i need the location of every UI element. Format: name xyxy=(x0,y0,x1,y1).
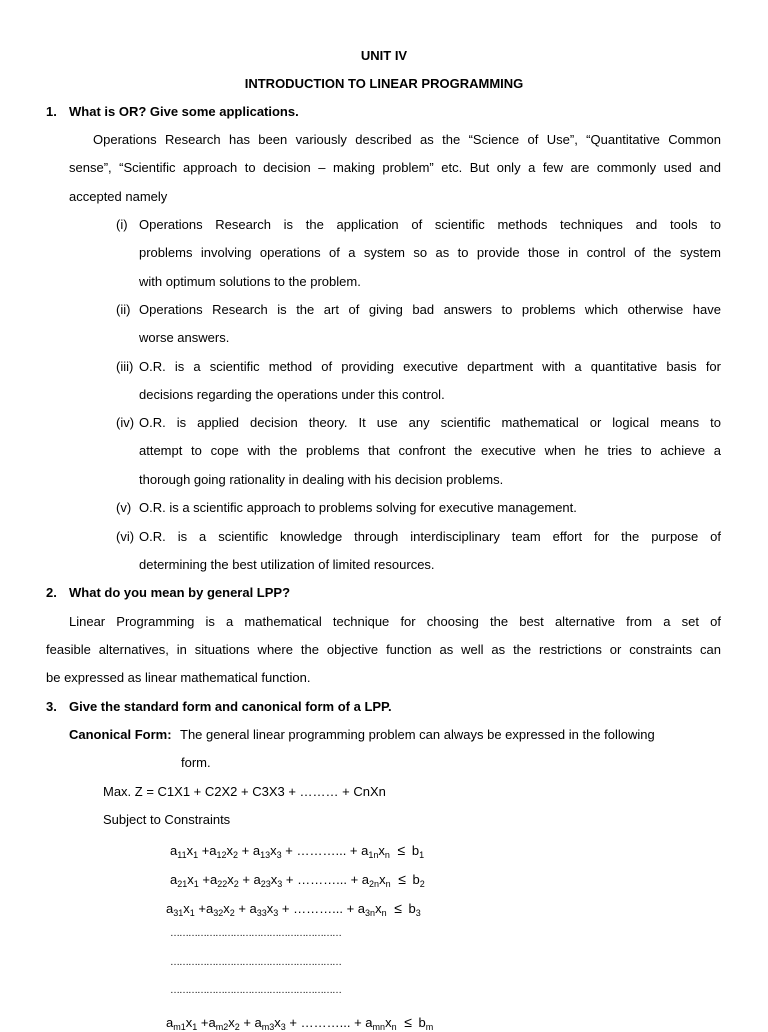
canonical-form-label: Canonical Form: xyxy=(69,727,172,742)
list-item-line: with optimum solutions to the problem. xyxy=(139,274,361,289)
list-item-line: O.R. is a scientific knowledge through interdisciplinary team effort for the purpose of xyxy=(139,529,721,544)
dotted-line: ………………………………………………… xyxy=(170,985,341,996)
canonical-form-text-2: form. xyxy=(181,755,211,770)
page-title: INTRODUCTION TO LINEAR PROGRAMMING xyxy=(244,76,524,91)
q1-intro-line-2: sense”, “Scientific approach to decision – making problem” etc. But only a few are commonly used and xyxy=(69,160,721,175)
list-item-line: problems involving operations of a system so as to provide those in control of the system xyxy=(139,245,721,260)
list-item-label: (iii) xyxy=(116,359,134,374)
list-item-label: (ii) xyxy=(116,302,131,317)
constraint-3: $a_{31}x_1 +a_{32}x_2 + a_{33}x_3$ + ………... + $a_{3n}x_n \le b_3$ xyxy=(166,900,421,918)
ellipsis: ……….. xyxy=(296,843,343,858)
q1-intro-line-3: accepted namely xyxy=(69,189,168,204)
question-1-number: 1. xyxy=(46,104,57,119)
leq-sign: ≤ xyxy=(394,900,402,916)
question-3-heading: Give the standard form and canonical form of a LPP. xyxy=(69,699,392,714)
canonical-form-text: The general linear programming problem can always be expressed in the following xyxy=(180,727,655,742)
list-item-line: Operations Research is the art of giving bad answers to problems which otherwise have xyxy=(139,302,721,317)
q1-intro-line-1: Operations Research has been variously described as the “Science of Use”, “Quantitative Common xyxy=(93,132,721,147)
list-item-line: determining the best utilization of limited resources. xyxy=(139,557,435,572)
leq-sign: ≤ xyxy=(398,871,406,887)
list-item-line: O.R. is a scientific method of providing executive department with a quantitative basis for xyxy=(139,359,721,374)
list-item-line: attempt to cope with the problems that confront the executive when he tries to achieve a xyxy=(139,443,721,458)
list-item-line: thorough going rationality in dealing with his decision problems. xyxy=(139,472,504,487)
list-item-line: worse answers. xyxy=(139,330,230,345)
unit-heading: UNIT IV xyxy=(360,48,408,63)
list-item-line: decisions regarding the operations under this control. xyxy=(139,387,445,402)
constraint-m-cutoff: $a_{m1}x_1 +a_{m2}x_2 + a_{m3}x_3$ + ………... + $a_{mn}x_n \le b_m$ xyxy=(166,1014,434,1032)
leq-sign: ≤ xyxy=(404,1014,412,1030)
constraint-2: $a_{21}x_1 +a_{22}x_2 + a_{23}x_3$ + ………... + $a_{2n}x_n \le b_2$ xyxy=(170,871,425,889)
dotted-line: ………………………………………………… xyxy=(170,928,341,939)
question-2-number: 2. xyxy=(46,585,57,600)
question-2-heading: What do you mean by general LPP? xyxy=(69,585,291,600)
q2-line-3: be expressed as linear mathematical function. xyxy=(46,670,311,685)
objective-function: Max. Z = C1X1 + C2X2 + C3X3 + ……… + CnXn xyxy=(103,784,386,799)
question-1-heading: What is OR? Give some applications. xyxy=(69,104,299,119)
ellipsis: ……….. xyxy=(300,1015,347,1030)
ellipsis: ……….. xyxy=(293,901,340,916)
constraint-1: $a_{11}x_1 +a_{12}x_2 + a_{13}x_3$ + ………... + $a_{1n}x_n \le b_1$ xyxy=(170,842,425,860)
subject-to-label: Subject to Constraints xyxy=(103,812,231,827)
list-item-line: Operations Research is the application of scientific methods techniques and tools to xyxy=(139,217,721,232)
leq-sign: ≤ xyxy=(397,842,406,858)
dotted-line: ………………………………………………… xyxy=(170,957,341,968)
list-item-label: (v) xyxy=(116,500,132,515)
list-item-label: (iv) xyxy=(116,415,135,430)
list-item-line: O.R. is a scientific approach to problems solving for executive management. xyxy=(139,500,577,515)
ellipsis: ……….. xyxy=(297,872,344,887)
list-item-label: (i) xyxy=(116,217,128,232)
q2-line-2: feasible alternatives, in situations where the objective function as well as the restrictions or constraints can xyxy=(46,642,721,657)
q2-line-1: Linear Programming is a mathematical technique for choosing the best alternative from a set of xyxy=(69,614,721,629)
question-3-number: 3. xyxy=(46,699,57,714)
list-item-line: O.R. is applied decision theory. It use any scientific mathematical or logical means to xyxy=(139,415,721,430)
list-item-label: (vi) xyxy=(116,529,135,544)
